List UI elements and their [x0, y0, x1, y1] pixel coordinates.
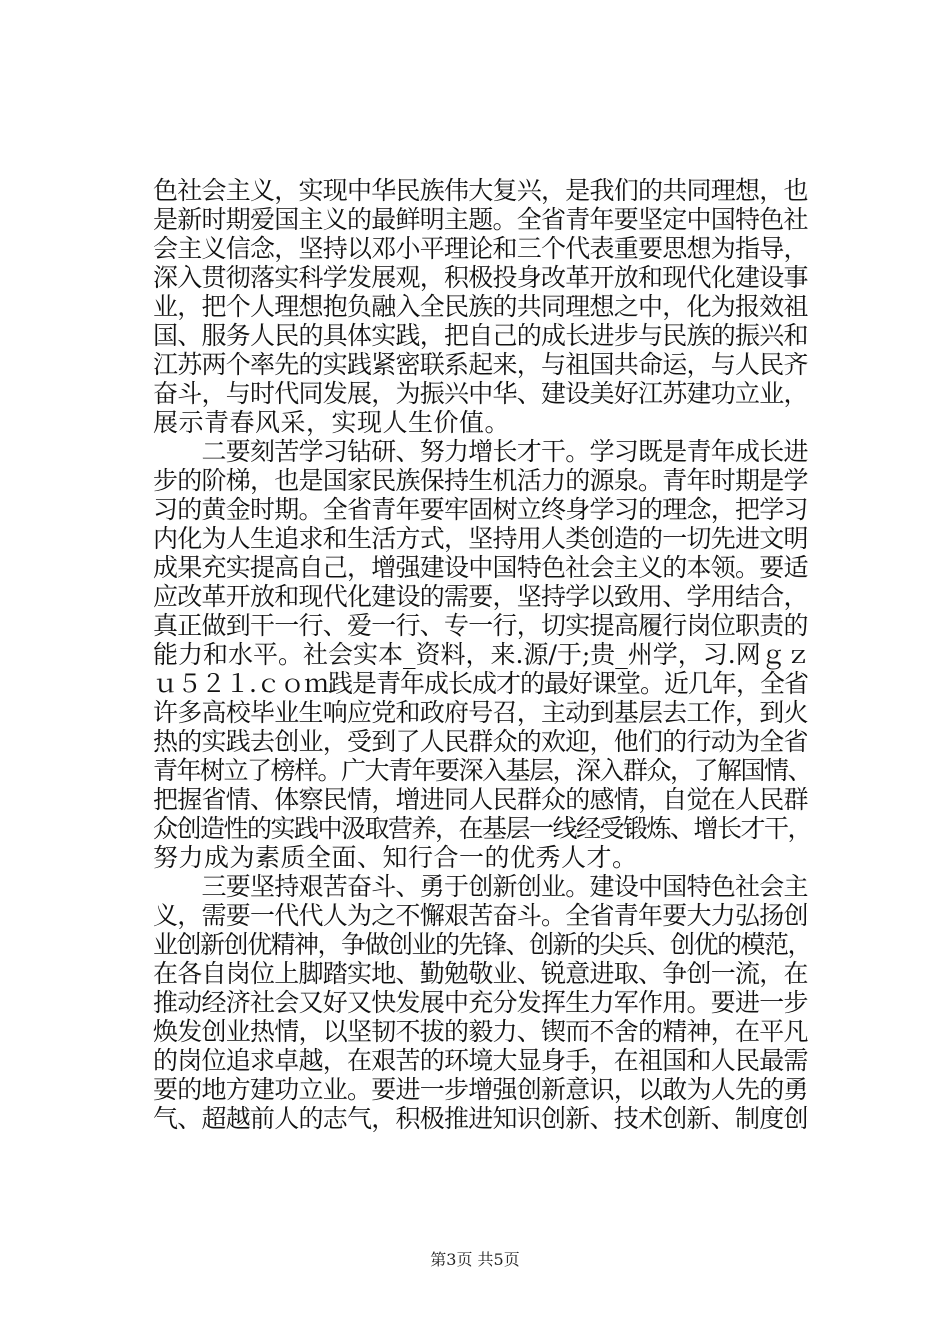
text-line: 义，需要一代代人为之不懈艰苦奋斗。全省青年要大力弘扬创 [153, 901, 808, 930]
text-line: 能力和水平。社会实本_资料，来.源/于;贵_州学，习.网ｇｚ [153, 640, 811, 669]
text-line: 青年树立了榜样。广大青年要深入基层，深入群众，了解国情、 [153, 756, 812, 785]
text-line: 要的地方建功立业。要进一步增强创新意识，以敢为人先的勇 [153, 1075, 808, 1104]
text-line: 热的实践去创业，受到了人民群众的欢迎，他们的行动为全省 [153, 727, 808, 756]
text-line: 习的黄金时期。全省青年要牢固树立终身学习的理念，把学习 [153, 495, 808, 524]
text-line: 内化为人生追求和生活方式，坚持用人类创造的一切先进文明 [153, 524, 808, 553]
text-line: 展示青春风采，实现人生价值。 [153, 408, 511, 437]
text-line: 的岗位追求卓越，在艰苦的环境大显身手，在祖国和人民最需 [153, 1046, 808, 1075]
text-line: 江苏两个率先的实践紧密联系起来，与祖国共命运，与人民齐 [153, 350, 808, 379]
text-line: 业，把个人理想抱负融入全民族的共同理想之中，化为报效祖 [153, 292, 808, 321]
text-line: 三要坚持艰苦奋斗、勇于创新创业。建设中国特色社会主 [153, 872, 808, 901]
text-line: 二要刻苦学习钻研、努力增长才干。学习既是青年成长进 [153, 437, 808, 466]
text-line: 把握省情、体察民情，增进同人民群众的感情，自觉在人民群 [153, 785, 808, 814]
text-line: 真正做到干一行、爱一行、专一行，切实提高履行岗位职责的 [153, 611, 808, 640]
text-line: 步的阶梯，也是国家民族保持生机活力的源泉。青年时期是学 [153, 466, 808, 495]
text-line: 推动经济社会又好又快发展中充分发挥生力军作用。要进一步 [153, 988, 808, 1017]
body-text [153, 176, 813, 1133]
text-line: 成果充实提高自己，增强建设中国特色社会主义的本领。要适 [153, 553, 808, 582]
text-line: 会主义信念，坚持以邓小平理论和三个代表重要思想为指导， [153, 234, 808, 263]
text-line: 深入贯彻落实科学发展观，积极投身改革开放和现代化建设事 [153, 263, 808, 292]
text-line: ｕ５２１.ｃｏｍ践是青年成长成才的最好课堂。近几年，全省 [153, 669, 808, 698]
text-line: 在各自岗位上脚踏实地、勤勉敬业、锐意进取、争创一流，在 [153, 959, 808, 988]
text-line: 焕发创业热情，以坚韧不拔的毅力、锲而不舍的精神，在平凡 [153, 1017, 808, 1046]
text-line: 奋斗，与时代同发展，为振兴中华、建设美好江苏建功立业， [153, 379, 808, 408]
text-line: 国、服务人民的具体实践，把自己的成长进步与民族的振兴和 [153, 321, 808, 350]
text-line: 众创造性的实践中汲取营养，在基层一线经受锻炼、增长才干， [153, 814, 812, 843]
text-line: 气、超越前人的志气，积极推进知识创新、技术创新、制度创 [153, 1104, 808, 1133]
text-line: 努力成为素质全面、知行合一的优秀人才。 [153, 843, 638, 872]
text-line: 色社会主义，实现中华民族伟大复兴，是我们的共同理想，也 [153, 176, 808, 205]
text-line: 业创新创优精神，争做创业的先锋、创新的尖兵、创优的模范， [153, 930, 812, 959]
text-line: 许多高校毕业生响应党和政府号召，主动到基层去工作，到火 [153, 698, 808, 727]
text-line: 是新时期爱国主义的最鲜明主题。全省青年要坚定中国特色社 [153, 205, 808, 234]
page-number-footer: 第3页 共5页 [430, 1250, 520, 1269]
text-line: 应改革开放和现代化建设的需要，坚持学以致用、学用结合， [153, 582, 808, 611]
